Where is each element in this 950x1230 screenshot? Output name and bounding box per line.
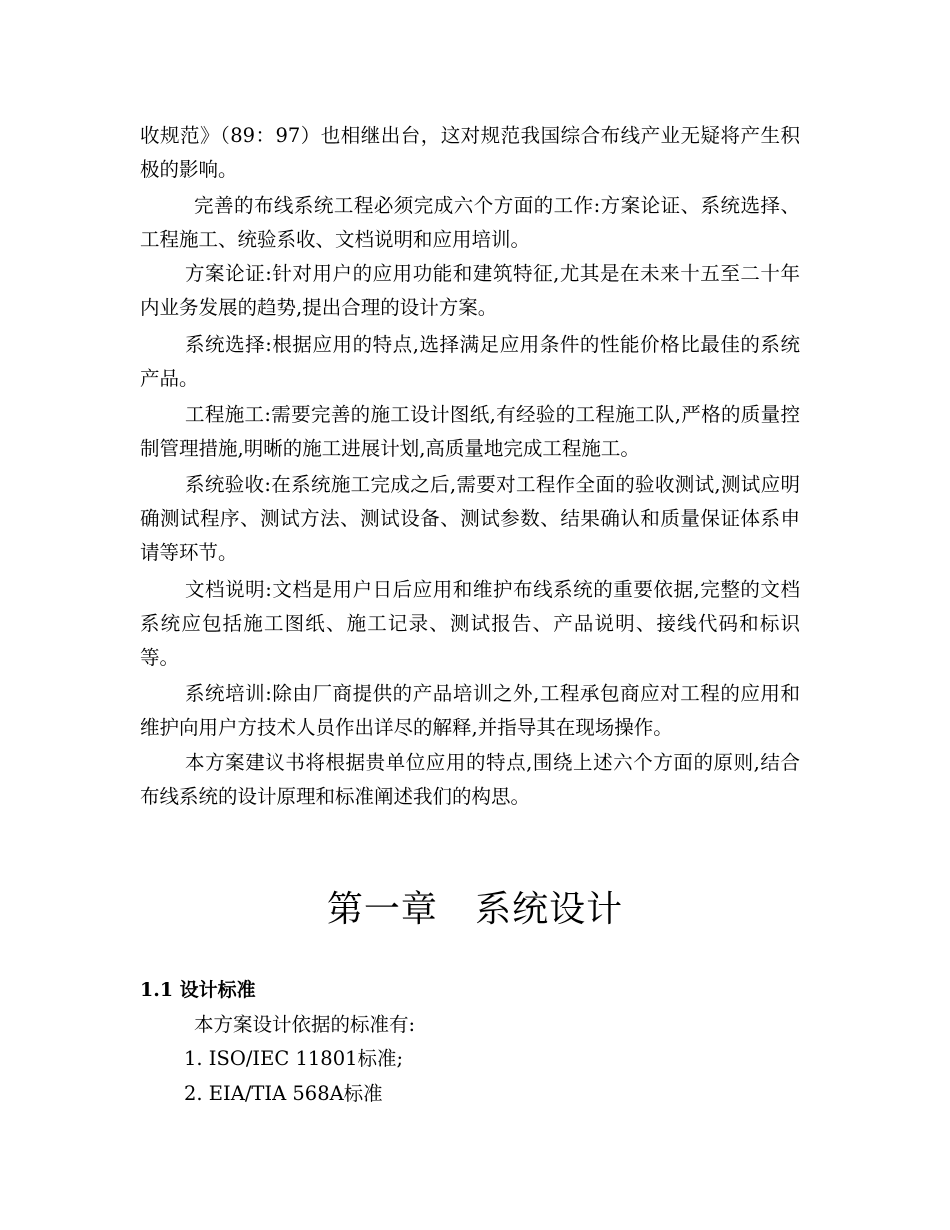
paragraph-engineering-construction: 工程施工:需要完善的施工设计图纸,有经验的工程施工队,严格的质量控制管理措施,明晰的施工进展计划,高质量地完成工程施工。 [140, 403, 800, 460]
paragraph-system-training: 系统培训:除由厂商提供的产品培训之外,工程承包商应对工程的应用和维护向用户方技术人员作出详尽的解释,并指导其在现场操作。 [140, 682, 800, 739]
paragraph-solution-argument: 方案论证:针对用户的应用功能和建筑特征,尤其是在未来十五至二十年内业务发展的趋势,提出合理的设计方案。 [140, 262, 800, 319]
paragraph-system-acceptance: 系统验收:在系统施工完成之后,需要对工程作全面的验收测试,测试应明确测试程序、测试方法、测试设备、测试参数、结果确认和质量保证体系申请等环节。 [140, 473, 800, 564]
list-item: 2. EIA/TIA 568A标准 [184, 1082, 383, 1105]
list-item: 1. ISO/IEC 11801标准; [184, 1047, 404, 1070]
paragraph-proposal-summary: 本方案建议书将根据贵单位应用的特点,围绕上述六个方面的原则,结合布线系统的设计原理和标准阐述我们的构思。 [140, 751, 800, 808]
paragraph-standards-intro: 收规范》（89：97）也相继出台，这对规范我国综合布线产业无疑将产生积极的影响。 [140, 124, 800, 181]
paragraph-documentation: 文档说明:文档是用户日后应用和维护布线系统的重要依据,完整的文档系统应包括施工图纸、施工记录、测试报告、产品说明、接线代码和标识等。 [140, 578, 800, 669]
section-heading: 1.1 设计标准 [140, 979, 256, 1001]
chapter-title: 第一章 系统设计 [326, 889, 624, 930]
paragraph-six-aspects: 完善的布线系统工程必须完成六个方面的工作:方案论证、系统选择、工程施工、统验系收、文档说明和应用培训。 [140, 194, 800, 251]
paragraph-system-selection: 系统选择:根据应用的特点,选择满足应用条件的性能价格比最佳的系统产品。 [140, 333, 800, 390]
section-intro: 本方案设计依据的标准有: [194, 1013, 416, 1036]
